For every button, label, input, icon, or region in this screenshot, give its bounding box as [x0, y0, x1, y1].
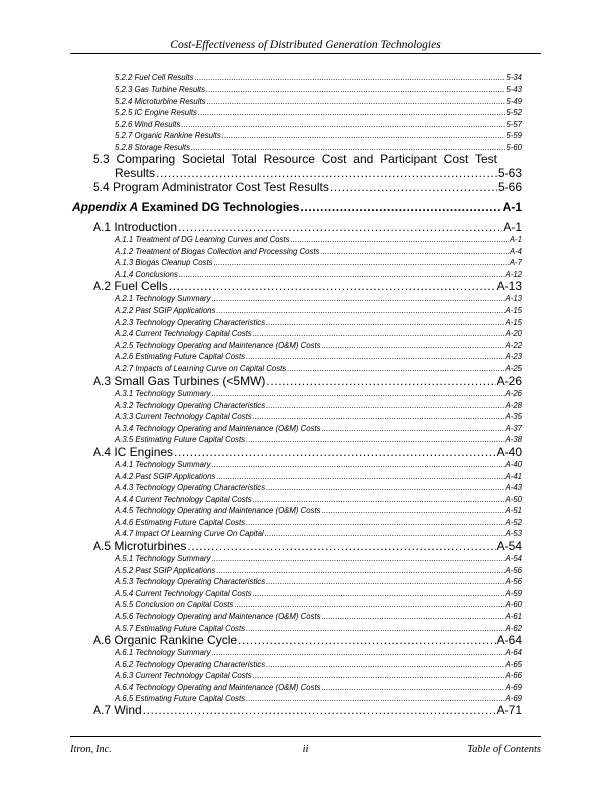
toc-entry-label: A.3.4 Technology Operating and Maintenance (O&M) Costs [115, 423, 321, 433]
dot-leader [156, 166, 497, 180]
dot-leader [194, 72, 505, 83]
toc-entry-label-line2: Results [115, 166, 156, 180]
dot-leader [246, 623, 505, 634]
dot-leader [212, 293, 505, 304]
toc-entry-a-2-5[interactable] [115, 340, 522, 351]
dot-leader [178, 220, 502, 235]
toc-entry-page: A-66 [505, 671, 522, 680]
toc-entry-label: 5.2.8 Storage Results [115, 142, 190, 152]
footer-rule [70, 736, 541, 737]
toc-entry-label: A.5.5 Conclusion on Capital Costs [115, 600, 234, 609]
toc-entry-page: A-40 [505, 460, 522, 469]
header-rule [70, 53, 541, 54]
toc-entry-label: A.5.6 Technology Operating and Maintenance (O&M) Costs [115, 612, 321, 621]
toc-entry-page: A-15 [505, 306, 522, 315]
toc-entry-a-5-7[interactable] [115, 623, 522, 634]
toc-entry-page: 5-66 [497, 180, 522, 194]
dot-leader [330, 180, 497, 195]
toc-entry-line2 [93, 166, 522, 180]
toc-entry-page: A-28 [505, 400, 522, 410]
toc-entry-a-5-2[interactable] [115, 565, 522, 576]
toc-entry-label: A.3.1 Technology Summary [115, 389, 211, 398]
dot-leader [216, 565, 504, 576]
toc-entry-a-3[interactable] [93, 374, 522, 389]
dot-leader [253, 588, 505, 599]
toc-entry-label: A.1.1 Treatment of DG Learning Curves and Costs [115, 235, 290, 244]
toc-entry-a-3-4[interactable] [115, 423, 522, 434]
dot-leader [253, 328, 505, 339]
toc-entry-a-5-5[interactable] [115, 599, 522, 610]
toc-entry-a-1[interactable] [93, 220, 522, 235]
toc-entry-page: A-26 [496, 374, 522, 388]
toc-entry-5-2-8[interactable] [115, 142, 522, 153]
toc-entry-a-2-1[interactable] [115, 293, 522, 304]
toc-entry-page: A-12 [505, 269, 522, 279]
toc-entry-page: A-65 [505, 659, 522, 669]
toc-entry-page: A-54 [505, 554, 522, 563]
toc-entry-page: A-1 [502, 200, 522, 214]
dot-leader [246, 434, 505, 445]
toc-entry-page: A-13 [505, 294, 522, 303]
toc-entry-a-3-3[interactable] [115, 411, 522, 422]
toc-entry-page: A-22 [505, 340, 522, 350]
toc-entry-a-5-1[interactable] [115, 553, 522, 564]
toc-entry-page: A-13 [496, 279, 522, 293]
page-header-title: Cost-Effectiveness of Distributed Generation Technologies [170, 39, 441, 51]
toc-entry-page: 5-49 [506, 96, 522, 106]
toc-entry-page: 5-43 [506, 85, 522, 94]
toc-entry-label: A.4.7 Impact Of Learning Curve On Capital [115, 529, 264, 538]
toc-entry-page: A-37 [505, 423, 522, 433]
toc-entry-label: A.4.1 Technology Summary [115, 460, 211, 469]
toc-entry-a-2-4[interactable] [115, 328, 522, 339]
toc-entry-5-2-7[interactable] [115, 130, 522, 141]
dot-leader [266, 317, 504, 328]
toc-entry-label: 5.2.3 Gas Turbine Results [115, 85, 205, 94]
dot-leader [207, 96, 506, 107]
toc-entry-a-2-2[interactable] [115, 305, 522, 316]
toc-entry-5-2-2[interactable] [115, 72, 522, 83]
toc-entry-label: A.5.2 Past SGIP Applications [115, 565, 216, 575]
toc-entry-a-4-5[interactable] [115, 505, 522, 516]
toc-entry-page: A-26 [505, 389, 522, 398]
toc-entry-page: A-59 [505, 588, 522, 598]
toc-entry-label: A.4.5 Technology Operating and Maintenance (O&M) Costs [115, 506, 321, 515]
toc-entry-label: A.2.2 Past SGIP Applications [115, 306, 216, 315]
dot-leader [253, 494, 505, 505]
toc-entry-a-6[interactable] [93, 633, 522, 648]
toc-entry-page: A-1 [509, 235, 522, 244]
dot-leader [212, 553, 505, 564]
dot-leader [320, 246, 508, 257]
toc-entry-label: A.2.6 Estimating Future Capital Costs [115, 352, 246, 361]
appendix-title: Examined DG Technologies [141, 200, 300, 214]
dot-leader [181, 119, 505, 130]
toc-entry-page: A-56 [505, 565, 522, 575]
toc-entry-label: A.4 IC Engines [93, 445, 174, 459]
toc-entry-label: A.6.3 Current Technology Capital Costs [115, 671, 252, 680]
dot-leader [206, 84, 505, 95]
toc-entry-label: A.5.3 Technology Operating Characteristics [115, 577, 266, 586]
toc-entry-page: A-62 [505, 623, 522, 633]
dot-leader [216, 471, 504, 482]
toc-entry-page: A-71 [496, 703, 522, 717]
toc-entry-a-6-3[interactable] [115, 670, 522, 681]
toc-entry-label: A.5.4 Current Technology Capital Costs [115, 588, 252, 598]
toc-entry-label: A.2.3 Technology Operating Characteristics [115, 317, 266, 327]
toc-entry-a-3-2[interactable] [115, 400, 522, 411]
dot-leader [266, 482, 504, 493]
toc-entry-label: A.3.5 Estimating Future Capital Costs [115, 435, 246, 444]
toc-entry-a-1-2[interactable] [115, 246, 522, 257]
toc-entry-label: A.2 Fuel Cells [93, 279, 168, 293]
toc-entry-a-5-3[interactable] [115, 576, 522, 587]
dot-leader [212, 459, 505, 470]
toc-entry-5-2-5[interactable] [115, 107, 522, 118]
toc-entry-a-1-3[interactable] [115, 257, 522, 268]
toc-entry-a-5-6[interactable] [115, 611, 522, 622]
toc-entry-page: A-15 [505, 317, 522, 327]
toc-entry-page: 5-59 [506, 131, 522, 140]
dot-leader [174, 445, 496, 460]
dot-leader [179, 269, 505, 280]
toc-entry-page: 5-52 [506, 108, 522, 117]
toc-entry-label: 5.2.5 IC Engine Results [115, 108, 197, 117]
toc-entry-a-5-4[interactable] [115, 588, 522, 599]
toc-entry-page: A-54 [496, 539, 522, 553]
toc-entry-label: 5.2.6 Wind Results [115, 119, 181, 129]
dot-leader [300, 199, 501, 215]
appendix-prefix: Appendix A [72, 200, 139, 214]
dot-leader [266, 400, 504, 411]
toc-entry-a-2-6[interactable] [115, 351, 522, 362]
toc-entry-a-6-1[interactable] [115, 647, 522, 658]
toc-entry-label: A.3.3 Current Technology Capital Costs [115, 412, 252, 421]
dot-leader [266, 576, 504, 587]
toc-entry-label: A.2.5 Technology Operating and Maintenance (O&M) Costs [115, 340, 321, 350]
toc-entry-page: A-61 [505, 612, 522, 621]
toc-entry-a-3-1[interactable] [115, 388, 522, 399]
dot-leader [253, 411, 505, 422]
toc-entry-a-4-6[interactable] [115, 517, 522, 528]
toc-entry-page: A-52 [505, 517, 522, 527]
dot-leader [187, 539, 495, 554]
toc-entry-page: A-64 [496, 633, 522, 647]
toc-entry-label: A.1 Introduction [93, 220, 178, 234]
toc-entry-label-line1: 5.3 Comparing Societal Total Resource Cost and Participant Cost Test [93, 152, 497, 166]
toc-entry-a-4-3[interactable] [115, 482, 522, 493]
dot-leader [322, 682, 505, 693]
toc-entry-a-6-2[interactable] [115, 659, 522, 670]
dot-leader [265, 528, 505, 539]
dot-leader [169, 279, 496, 294]
toc-entry-label: 5.2.2 Fuel Cell Results [115, 73, 194, 82]
toc-entry-label: A.1.2 Treatment of Biogas Collection and Processing Costs [115, 246, 320, 256]
toc-entry-5-4[interactable] [93, 180, 522, 195]
toc-entry-page: A-20 [505, 329, 522, 338]
dot-leader [266, 659, 504, 670]
appendix-heading [72, 199, 299, 215]
toc-entry-a-2-7[interactable] [115, 363, 522, 374]
dot-leader [238, 633, 496, 648]
toc-entry-a-1-1[interactable] [115, 234, 522, 245]
footer-page-number: ii [302, 744, 309, 755]
toc-entry-page: A-4 [509, 246, 522, 256]
dot-leader [287, 363, 504, 374]
dot-leader [234, 599, 504, 610]
dot-leader [322, 505, 505, 516]
dot-leader [222, 130, 506, 141]
toc-entry-label: A.6 Organic Rankine Cycle [93, 633, 238, 647]
toc-entry-label: A.5.7 Estimating Future Capital Costs [115, 623, 246, 633]
toc-entry-page: 5-34 [506, 73, 522, 82]
toc-entry-label: 5.2.4 Microturbine Results [115, 96, 206, 106]
toc-entry-label: A.1.4 Conclusions [115, 269, 178, 279]
toc-entry-page: A-56 [505, 577, 522, 586]
toc-entry-a-4-4[interactable] [115, 494, 522, 505]
toc-entry-a-7[interactable] [93, 703, 522, 718]
toc-entry-label: A.1.3 Biogas Cleanup Costs [115, 258, 213, 267]
toc-entry-page: A-69 [505, 694, 522, 703]
dot-leader [143, 703, 496, 718]
toc-entry-page: A-53 [505, 529, 522, 538]
toc-entry-page: A-41 [505, 471, 522, 481]
toc-entry-page: 5-57 [506, 119, 522, 129]
toc-entry-5-3[interactable] [93, 152, 522, 182]
toc-entry-page: A-38 [505, 435, 522, 444]
toc-entry-label: A.3 Small Gas Turbines (<5MW) [93, 374, 266, 388]
toc-entry-a-4[interactable] [93, 445, 522, 460]
toc-entry-5-2-4[interactable] [115, 96, 522, 107]
dot-leader [198, 107, 505, 118]
toc-entry-label: A.4.6 Estimating Future Capital Costs [115, 517, 246, 527]
toc-entry-label: A.4.2 Past SGIP Applications [115, 471, 216, 481]
footer-section-title: Table of Contents [467, 744, 541, 755]
toc-entry-a-2[interactable] [93, 279, 522, 294]
toc-entry-page: A-23 [505, 352, 522, 361]
toc-entry-page: A-43 [505, 483, 522, 492]
toc-entry-page: A-25 [505, 363, 522, 373]
dot-leader [191, 142, 505, 153]
dot-leader [322, 340, 505, 351]
toc-entry-page: A-50 [505, 494, 522, 504]
toc-entry-label: A.3.2 Technology Operating Characteristics [115, 400, 266, 410]
toc-entry-label: A.6.2 Technology Operating Characteristics [115, 659, 266, 669]
toc-entry-label: A.2.1 Technology Summary [115, 294, 211, 303]
toc-entry-page: A-1 [503, 220, 522, 234]
toc-entry-appendix-a[interactable] [72, 199, 522, 215]
toc-entry-page: A-7 [509, 258, 522, 267]
toc-entry-page: A-69 [505, 682, 522, 692]
toc-entry-5-2-3[interactable] [115, 84, 522, 95]
dot-leader [291, 234, 509, 245]
toc-entry-a-6-4[interactable] [115, 682, 522, 693]
dot-leader [322, 423, 505, 434]
toc-entry-a-4-1[interactable] [115, 459, 522, 470]
toc-entry-a-2-3[interactable] [115, 317, 522, 328]
toc-entry-label: A.6.1 Technology Summary [115, 648, 211, 657]
dot-leader [246, 517, 505, 528]
toc-entry-a-1-4[interactable] [115, 269, 522, 280]
toc-entry-a-4-7[interactable] [115, 528, 522, 539]
toc-entry-page: A-35 [505, 412, 522, 421]
toc-entry-label: A.5.1 Technology Summary [115, 554, 211, 563]
toc-entry-a-4-2[interactable] [115, 471, 522, 482]
toc-entry-a-5[interactable] [93, 539, 522, 554]
toc-entry-label: A.5 Microturbines [93, 539, 187, 553]
toc-entry-label: A.2.7 Impacts of Learning Curve on Capital Costs [115, 363, 287, 373]
dot-leader [246, 351, 505, 362]
toc-entry-label: A.2.4 Current Technology Capital Costs [115, 329, 252, 338]
dot-leader [253, 670, 505, 681]
toc-entry-a-3-5[interactable] [115, 434, 522, 445]
toc-entry-label: A.6.5 Estimating Future Capital Costs [115, 694, 246, 703]
toc-entry-label: A.7 Wind [93, 703, 142, 717]
dot-leader [212, 647, 505, 658]
page-footer [70, 743, 541, 757]
dot-leader [214, 257, 509, 268]
toc-entry-page: A-64 [505, 648, 522, 657]
dot-leader [212, 388, 505, 399]
toc-entry-5-2-6[interactable] [115, 119, 522, 130]
toc-entry-page: 5-60 [506, 142, 522, 152]
toc-entry-label: A.6.4 Technology Operating and Maintenance (O&M) Costs [115, 682, 321, 692]
dot-leader [216, 305, 504, 316]
toc-entry-page: 5-63 [497, 166, 522, 180]
dot-leader [266, 374, 495, 389]
toc-entry-page: A-40 [496, 445, 522, 459]
toc-entry-label: 5.2.7 Organic Rankine Results [115, 131, 221, 140]
toc-entry-label: A.4.3 Technology Operating Characteristics [115, 483, 266, 492]
toc-entry-page: A-51 [505, 506, 522, 515]
toc-entry-label: A.4.4 Current Technology Capital Costs [115, 494, 252, 504]
toc-entry-page: A-60 [505, 600, 522, 609]
dot-leader [322, 611, 505, 622]
toc-entry-label: 5.4 Program Administrator Cost Test Results [93, 180, 329, 194]
footer-company: Itron, Inc. [70, 744, 112, 755]
